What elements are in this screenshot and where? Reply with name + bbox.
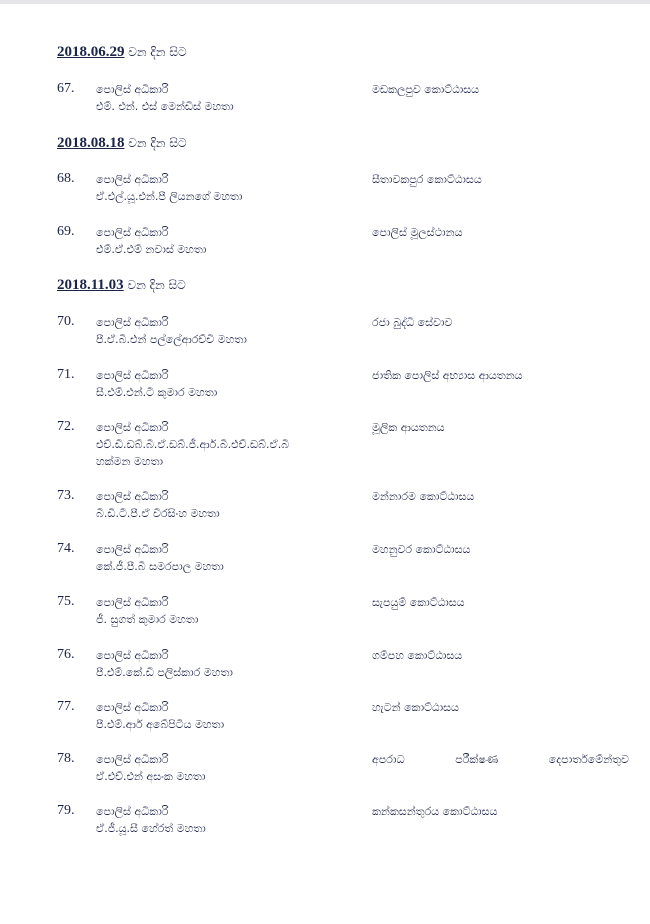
officer-name: ඒ.ජී.යූ.සී හේරත් මහතා bbox=[96, 822, 206, 835]
officer-rank: පොලිස් අධිකාරි bbox=[96, 173, 169, 186]
officer-name: ඒ.එච්.එන් අසංක මහතා bbox=[96, 770, 206, 783]
entry-number: 67. bbox=[57, 81, 75, 96]
heading-suffix: වන දින සිට bbox=[128, 136, 187, 150]
posting-destination: සැපයුම් කොට්ඨාසය bbox=[372, 596, 465, 609]
heading-date: 2018.08.18 bbox=[57, 135, 125, 151]
officer-rank: පොලිස් අධිකාරි bbox=[96, 83, 169, 96]
posting-destination: මන්නාරම කොට්ඨාසය bbox=[372, 490, 475, 503]
entry-number: 78. bbox=[57, 751, 75, 766]
posting-destination: මූලික ආයතනය bbox=[372, 421, 445, 434]
officer-name: කේ.ජී.පී.බී සමරපාල මහතා bbox=[96, 560, 224, 573]
officer-rank: පොලිස් අධිකාරි bbox=[96, 316, 169, 329]
heading-date: 2018.11.03 bbox=[57, 277, 124, 293]
destination-word: පරීක්ෂණ bbox=[455, 753, 499, 766]
officer-name: ඒ.එල්.යූ.එන්.පී ලියනගේ මහතා bbox=[96, 190, 243, 203]
officer-name: එච්.ඩී.ඩබ්.බී.ඒ.ඩබ්.ජී.ආර්.බී.එච්.ඩබ්.ඒ.බී bbox=[96, 438, 290, 451]
entry-number: 70. bbox=[57, 314, 75, 329]
heading-suffix: වන දින සිට bbox=[127, 278, 186, 292]
officer-name: බී.ඩී.ටී.පී.ඒ වීරසිංහ මහතා bbox=[96, 507, 220, 520]
posting-destination: හැටන් කොට්ඨාසය bbox=[372, 701, 459, 714]
officer-rank: පොලිස් අධිකාරි bbox=[96, 369, 169, 382]
top-edge-bar bbox=[0, 0, 650, 4]
officer-rank: පොලිස් අධිකාරි bbox=[96, 226, 169, 239]
entry-number: 77. bbox=[57, 699, 75, 714]
officer-name: පී.එම්.කේ.ඩී පලිස්කාර මහතා bbox=[96, 666, 233, 679]
posting-destination bbox=[372, 753, 629, 767]
posting-destination: මහනුවර කොට්ඨාසය bbox=[372, 543, 471, 556]
entry-number: 72. bbox=[57, 419, 75, 434]
officer-rank: පොලිස් අධිකාරි bbox=[96, 753, 169, 766]
entry-number: 68. bbox=[57, 171, 75, 186]
officer-rank: පොලිස් අධිකාරි bbox=[96, 543, 169, 556]
officer-name: එම්.ඒ.එම් නවාස් මහතා bbox=[96, 243, 207, 256]
posting-destination: සීතාවකපුර කොට්ඨාසය bbox=[372, 173, 482, 186]
entry-number: 71. bbox=[57, 367, 75, 382]
destination-word: අපරාධ bbox=[372, 753, 405, 766]
posting-destination: කන්කසන්තුරය කොට්ඨාසය bbox=[372, 805, 498, 818]
officer-rank: පොලිස් අධිකාරි bbox=[96, 596, 169, 609]
officer-name-continued: හක්මන මහතා bbox=[96, 455, 164, 468]
officer-name: සී.එම්.එන්.ටී කුමාර මහතා bbox=[96, 386, 218, 399]
officer-name: එම්. එන්. එස් මෙන්ඩිස් මහතා bbox=[96, 100, 234, 113]
entry-number: 69. bbox=[57, 224, 75, 239]
entry-number: 74. bbox=[57, 541, 75, 556]
heading-date: 2018.06.29 bbox=[57, 44, 125, 60]
heading-suffix: වන දින සිට bbox=[128, 45, 187, 59]
officer-rank: පොලිස් අධිකාරි bbox=[96, 421, 169, 434]
section-heading bbox=[57, 135, 187, 152]
officer-rank: පොලිස් අධිකාරි bbox=[96, 701, 169, 714]
section-heading bbox=[57, 277, 186, 294]
entry-number: 79. bbox=[57, 803, 75, 818]
entry-number: 76. bbox=[57, 647, 75, 662]
officer-name: පී.එම්.ආර් අබේපිටිය මහතා bbox=[96, 718, 225, 731]
posting-destination: ගම්පහ කොට්ඨාසය bbox=[372, 649, 463, 662]
posting-destination: මඩකලපුව කොට්ඨාසය bbox=[372, 83, 480, 96]
destination-word: දෙපාර්තමේන්තුව bbox=[548, 753, 629, 766]
posting-destination: රජා බුද්ධි සේවාව bbox=[372, 316, 453, 329]
section-heading bbox=[57, 44, 187, 61]
entry-number: 73. bbox=[57, 488, 75, 503]
posting-destination: ජාතික පොලිස් අභ්‍යාස ආයතනය bbox=[372, 369, 523, 382]
posting-destination: පොලිස් මූලස්ථානය bbox=[372, 226, 463, 239]
officer-rank: පොලිස් අධිකාරි bbox=[96, 805, 169, 818]
officer-rank: පොලිස් අධිකාරි bbox=[96, 490, 169, 503]
officer-name: පී.ඒ.බී.එන් පල්ලේආරච්චි මහතා bbox=[96, 333, 247, 346]
officer-name: ජී. සුගත් කුමාර මහතා bbox=[96, 613, 199, 626]
officer-rank: පොලිස් අධිකාරි bbox=[96, 649, 169, 662]
entry-number: 75. bbox=[57, 594, 75, 609]
